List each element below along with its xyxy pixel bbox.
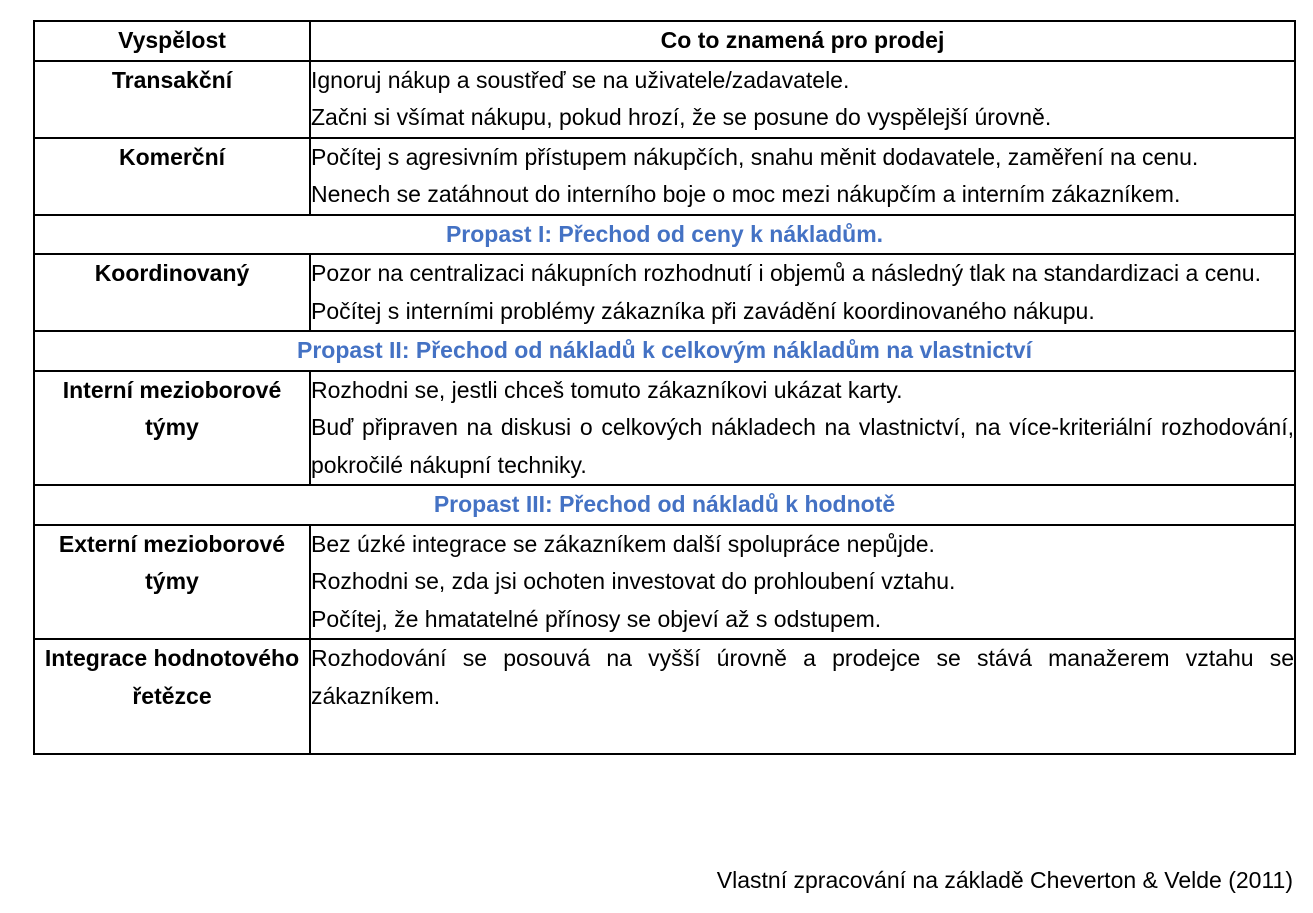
description-line: Bez úzké integrace se zákazníkem další spolupráce nepůjde. (311, 530, 935, 557)
gap-title: Propast I: Přechod od ceny k nákladům. (34, 215, 1295, 255)
description-line: Ignoruj nákup a soustřeď se na uživatele/zadavatele. (311, 66, 850, 93)
description-cell (310, 639, 1295, 754)
description-line: Počítej s agresivním přístupem nákupčích, snahu měnit dodavatele, zaměření na cenu. (311, 143, 1199, 170)
description-line: Rozhodování se posouvá na vyšší úrovně a prodejce se stává manažerem vztahu se zákazníkem. (311, 645, 1294, 709)
table-row (34, 371, 1295, 486)
level-cell: Interní mezioborové týmy (34, 371, 310, 486)
description-cell (310, 371, 1295, 486)
description-line: Začni si všímat nákupu, pokud hrozí, že se posune do vyspělejší úrovně. (311, 104, 1052, 130)
description-line: Buď připraven na diskusi o celkových nákladech na vlastnictví, na více-kriteriální rozhodování, pokročilé nákupní techniky. (311, 414, 1294, 478)
description-line: Počítej s interními problémy zákazníka při zavádění koordinovaného nákupu. (311, 297, 1095, 324)
table-row (34, 254, 1295, 331)
maturity-sales-table (33, 20, 1296, 755)
level-cell: Komerční (34, 138, 310, 215)
header-meaning: Co to znamená pro prodej (310, 21, 1295, 61)
gap-row (34, 485, 1295, 525)
level-cell: Transakční (34, 61, 310, 138)
description-line: Počítej, že hmatatelné přínosy se objeví až s odstupem. (311, 605, 882, 632)
description-line: Nenech se zatáhnout do interního boje o moc mezi nákupčím a interním zákazníkem. (311, 181, 1181, 207)
description-line: Rozhodni se, zda jsi ochoten investovat do prohloubení vztahu. (311, 568, 956, 594)
gap-title: Propast II: Přechod od nákladů k celkovým nákladům na vlastnictví (34, 331, 1295, 371)
description-cell (310, 138, 1295, 215)
level-cell: Integrace hodnotového řetězce (34, 639, 310, 754)
source-caption: Vlastní zpracování na základě Cheverton & Velde (2011) (716, 867, 1293, 893)
description-line: Pozor na centralizaci nákupních rozhodnutí i objemů a následný tlak na standardizaci a cenu. (311, 260, 1261, 286)
table-header-row (34, 21, 1295, 61)
table-row (34, 639, 1295, 754)
gap-row (34, 215, 1295, 255)
level-cell: Externí mezioborové týmy (34, 525, 310, 640)
description-cell (310, 254, 1295, 331)
description-line: Rozhodni se, jestli chceš tomuto zákazníkovi ukázat karty. (311, 376, 903, 403)
table-row (34, 525, 1295, 640)
gap-title: Propast III: Přechod od nákladů k hodnotě (34, 485, 1295, 525)
description-cell (310, 61, 1295, 138)
table-row (34, 61, 1295, 138)
gap-row (34, 331, 1295, 371)
table-row (34, 138, 1295, 215)
description-cell (310, 525, 1295, 640)
level-cell: Koordinovaný (34, 254, 310, 331)
header-maturity: Vyspělost (34, 21, 310, 61)
